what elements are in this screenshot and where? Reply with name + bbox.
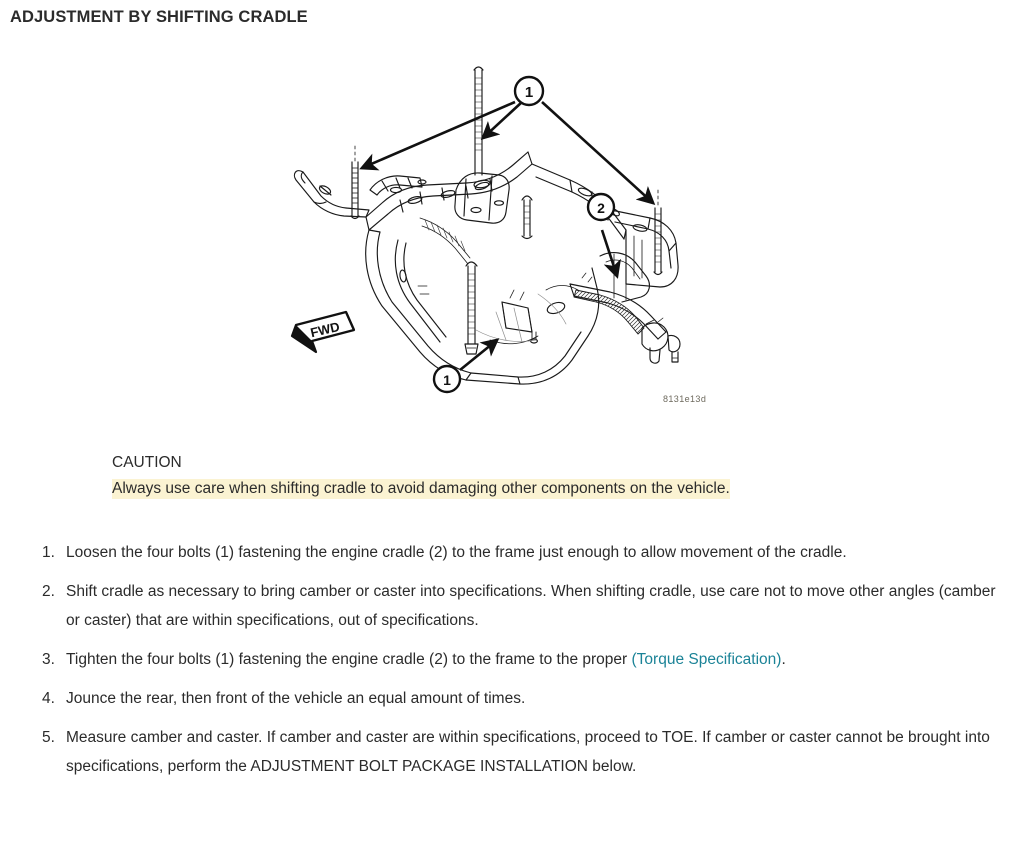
step-text-before-link: Tighten the four bolts (1) fastening the engine cradle (2) to the frame to the proper	[66, 651, 632, 668]
callout-1-top	[515, 77, 543, 105]
callout-2	[588, 194, 614, 220]
figure-id-code: 8131e13d	[663, 394, 707, 404]
step-number: 2.	[42, 583, 55, 600]
svg-text:1: 1	[443, 372, 451, 388]
list-item	[42, 577, 1002, 635]
step-text-after-link: .	[781, 651, 786, 668]
svg-text:FWD: FWD	[308, 318, 342, 341]
step-text: Loosen the four bolts (1) fastening the engine cradle (2) to the frame just enough to allow movement of the cradle.	[66, 544, 847, 561]
step-number: 1.	[42, 544, 55, 561]
svg-text:1: 1	[524, 84, 534, 101]
leader-line-1-right	[542, 102, 653, 203]
caution-text-wrapper	[112, 477, 912, 501]
page-title: ADJUSTMENT BY SHIFTING CRADLE	[10, 8, 308, 26]
list-item	[42, 723, 1002, 781]
torque-specification-link[interactable]: (Torque Specification)	[631, 651, 782, 668]
caution-text: Always use care when shifting cradle to avoid damaging other components on the vehicle.	[112, 480, 730, 497]
engine-cradle-diagram	[270, 40, 740, 415]
step-text	[66, 645, 1002, 674]
step-number: 5.	[42, 729, 55, 746]
leader-line-1-left	[362, 102, 515, 168]
caution-label: CAUTION	[112, 454, 182, 471]
step-text: Shift cradle as necessary to bring camber or caster into specifications. When shifting cradle, use care not to move other angles (camber or caster) that are within specifications, out of specifications.	[66, 583, 996, 629]
step-number: 3.	[42, 651, 55, 668]
caution-block	[112, 452, 912, 501]
list-item	[42, 684, 1002, 713]
list-item	[42, 538, 1002, 567]
svg-text:2: 2	[597, 200, 605, 216]
step-text: Measure camber and caster. If camber and caster are within specifications, proceed to TOE. If camber or caster cannot be brought into specifications, perform the ADJUSTMENT BOLT PACKAGE INSTALLATION below.	[66, 729, 990, 775]
list-item	[42, 645, 1002, 674]
procedure-steps-list	[42, 538, 1002, 791]
figure-container	[0, 40, 1022, 420]
step-number: 4.	[42, 690, 55, 707]
step-text: Jounce the rear, then front of the vehicle an equal amount of times.	[66, 690, 526, 707]
callout-1-bottom	[434, 366, 460, 392]
fwd-direction-arrow	[292, 312, 354, 352]
